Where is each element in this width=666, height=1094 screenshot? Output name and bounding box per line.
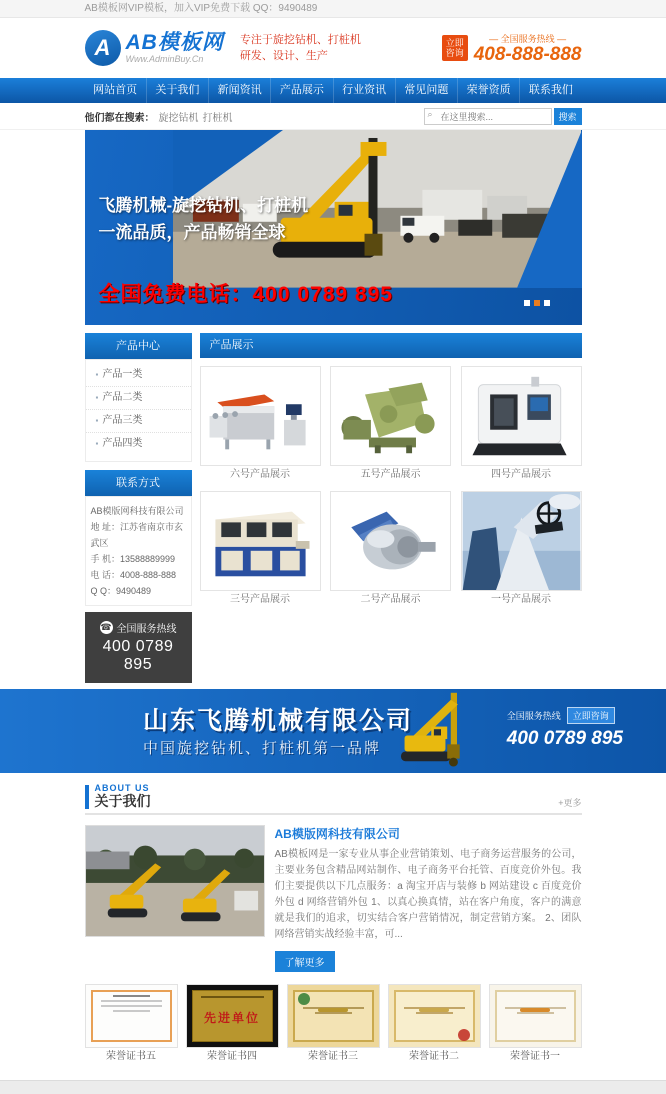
topbar-text: AB模板网VIP模板，加入VIP免费下载 QQ：9490489	[84, 3, 318, 14]
product-card-6[interactable]	[200, 366, 321, 483]
drilling-rig-icon	[373, 691, 493, 771]
product-caption-4: 四号产品展示	[491, 469, 551, 480]
contact-address: 地 址：江苏省南京市玄武区	[90, 522, 184, 548]
product-caption-6: 六号产品展示	[230, 469, 290, 480]
bullet-icon: ▪	[95, 416, 99, 425]
mid-banner-slogan: 中国旋挖钻机、打桩机第一品牌	[143, 740, 382, 757]
category-item-4[interactable]: ▪ 产品四类	[95, 438, 143, 449]
slogan-line-2: 研发、设计、生产	[239, 50, 328, 62]
certificate-caption-1: 荣誉证书一	[510, 1051, 560, 1062]
about-photo	[85, 825, 265, 937]
seal-icon	[298, 993, 310, 1005]
main-nav	[0, 78, 666, 103]
product-card-1[interactable]	[461, 491, 582, 608]
service-hotline-label: 全国服务热线	[116, 624, 177, 635]
plaque-text: 先进单位	[203, 1011, 260, 1025]
product-image-2	[330, 491, 451, 591]
certificate-card-1[interactable]	[489, 984, 582, 1066]
banner-text	[99, 192, 309, 246]
certificate-image-1	[489, 984, 582, 1048]
products-header: 产品展示	[200, 333, 582, 358]
certificates-row	[85, 984, 582, 1066]
certificate-card-4[interactable]	[186, 984, 279, 1066]
category-item-3[interactable]: ▪ 产品三类	[86, 410, 191, 433]
about-company-title: AB模版网科技有限公司	[274, 827, 400, 841]
section-accent-bar	[85, 785, 89, 809]
nav-item-contact[interactable]: 联系我们	[519, 78, 581, 103]
logo-title: AB模板网	[125, 31, 224, 54]
bullet-icon: ▪	[95, 439, 99, 448]
product-card-5[interactable]	[330, 366, 451, 483]
certificate-card-2[interactable]	[388, 984, 481, 1066]
products-section	[200, 333, 582, 683]
certificate-image-3	[287, 984, 380, 1048]
banner-subtitle: 一流品质，产品畅销全球	[98, 223, 286, 242]
search-icon: ⌕	[427, 108, 433, 119]
banner-right-triangle	[517, 130, 582, 288]
certificate-caption-2: 荣誉证书二	[409, 1051, 459, 1062]
product-image-3	[200, 491, 321, 591]
hot-search	[85, 109, 233, 124]
contact-qq: Q Q：9490489	[90, 586, 152, 596]
banner-dot-3[interactable]	[544, 300, 550, 306]
hot-search-label: 他们都在搜索：	[84, 112, 155, 124]
contact-info	[85, 496, 192, 606]
service-hotline-box	[85, 612, 192, 683]
mid-banner-hotline-label: 全国服务热线	[506, 711, 561, 721]
about-section	[85, 783, 582, 1066]
product-image-6	[200, 366, 321, 466]
hero-banner	[85, 130, 582, 325]
site-header	[0, 18, 666, 78]
contact-mobile: 手 机：13588889999	[90, 554, 176, 564]
hotline-number: 408-888-888	[473, 43, 582, 65]
learn-more-button[interactable]: 了解更多	[275, 951, 335, 972]
product-image-5	[330, 366, 451, 466]
products-grid	[200, 366, 582, 616]
service-hotline-number: 400 0789 895	[102, 638, 174, 673]
hot-keyword-2[interactable]: 打桩机	[202, 112, 233, 124]
banner-dot-1[interactable]	[524, 300, 530, 306]
banner-title: 飞腾机械-旋挖钻机、打桩机	[98, 196, 309, 215]
product-caption-2: 二号产品展示	[360, 594, 421, 605]
banner-phone: 全国免费电话：400 0789 895	[98, 283, 393, 306]
search-row	[0, 103, 666, 130]
phone-icon: ☎	[100, 622, 112, 632]
nav-item-home[interactable]: 网站首页	[93, 84, 138, 96]
category-item-2[interactable]: ▪ 产品二类	[86, 387, 191, 410]
certificate-card-5[interactable]	[85, 984, 178, 1066]
product-center-header: 产品中心	[85, 333, 192, 359]
product-caption-1: 一号产品展示	[491, 594, 551, 605]
footer	[0, 1080, 666, 1094]
sidebar	[85, 333, 192, 683]
topbar	[0, 0, 666, 18]
nav-item-products[interactable]: 产品展示	[270, 78, 332, 103]
bullet-icon: ▪	[95, 370, 99, 379]
certificate-caption-5: 荣誉证书五	[106, 1051, 156, 1062]
seal-icon	[458, 1029, 470, 1041]
product-card-4[interactable]	[461, 366, 582, 483]
slogan-line-1: 专注于旋挖钻机、打桩机	[239, 34, 361, 46]
hotline-label: — 全国服务热线 —	[489, 33, 567, 44]
product-image-1	[461, 491, 582, 591]
contact-company: AB模版网科技有限公司	[90, 506, 184, 516]
certificate-image-5	[85, 984, 178, 1048]
header-slogan	[240, 32, 361, 64]
banner-dot-2[interactable]	[534, 300, 540, 306]
category-list	[85, 359, 192, 462]
mid-banner-consult-button[interactable]: 立即咨询	[567, 707, 615, 724]
mid-banner-phone: 400 0789 895	[506, 728, 623, 749]
product-card-3[interactable]	[200, 491, 321, 608]
product-caption-3: 三号产品展示	[230, 594, 290, 605]
product-card-2[interactable]	[330, 491, 451, 608]
certificate-image-2	[388, 984, 481, 1048]
main-content	[85, 333, 582, 683]
mid-banner	[0, 689, 666, 773]
certificate-image-4	[186, 984, 279, 1048]
consult-now-button[interactable]: 立即咨询	[442, 35, 468, 61]
certificate-caption-3: 荣誉证书三	[308, 1051, 358, 1062]
site-logo[interactable]	[85, 30, 224, 66]
contact-tel: 电 话：4008-888-888	[90, 570, 177, 580]
search-input[interactable]	[424, 108, 552, 125]
certificate-card-3[interactable]	[287, 984, 380, 1066]
about-more-link[interactable]: +更多	[558, 798, 582, 808]
nav-item-about[interactable]: 关于我们	[146, 78, 208, 103]
category-item-1[interactable]: ▪ 产品一类	[86, 364, 191, 387]
nav-item-honors[interactable]: 荣誉资质	[457, 78, 519, 103]
bullet-icon: ▪	[95, 393, 99, 402]
about-en-title: ABOUT US	[94, 783, 150, 793]
about-cn-title: 关于我们	[94, 793, 151, 809]
product-caption-5: 五号产品展示	[360, 469, 421, 480]
search-button[interactable]: 搜索	[554, 108, 582, 125]
nav-item-industry[interactable]: 行业资讯	[333, 78, 395, 103]
certificate-caption-4: 荣誉证书四	[207, 1051, 257, 1062]
banner-pagination	[520, 300, 550, 306]
about-description: AB模板网是一家专业从事企业营销策划、电子商务运营服务的公司，主要业务包含精品网站制作、电子商务平台托管、百度竞价外包。我们主要提供以下几点服务：a 淘宝开店与装修 b 网站建设 c 百度竞价外包 d 网络营销外包 1、以真心换真情，站在客户角度，客户的满意就是我们的追求，切实结合客户营销情况，制定营销方案。 2、团队网络营销实战经验丰富，可...	[274, 849, 582, 940]
nav-item-news[interactable]: 新闻资讯	[208, 78, 270, 103]
product-image-4	[461, 366, 582, 466]
nav-item-faq[interactable]: 常见问题	[395, 78, 457, 103]
logo-mark-icon: A	[85, 30, 121, 66]
logo-subtitle: Www.AdminBuy.Cn	[125, 54, 204, 64]
mid-banner-company: 山东飞腾机械有限公司	[143, 707, 414, 735]
contact-header: 联系方式	[85, 470, 192, 496]
hot-keyword-1[interactable]: 旋挖钻机	[158, 112, 199, 124]
